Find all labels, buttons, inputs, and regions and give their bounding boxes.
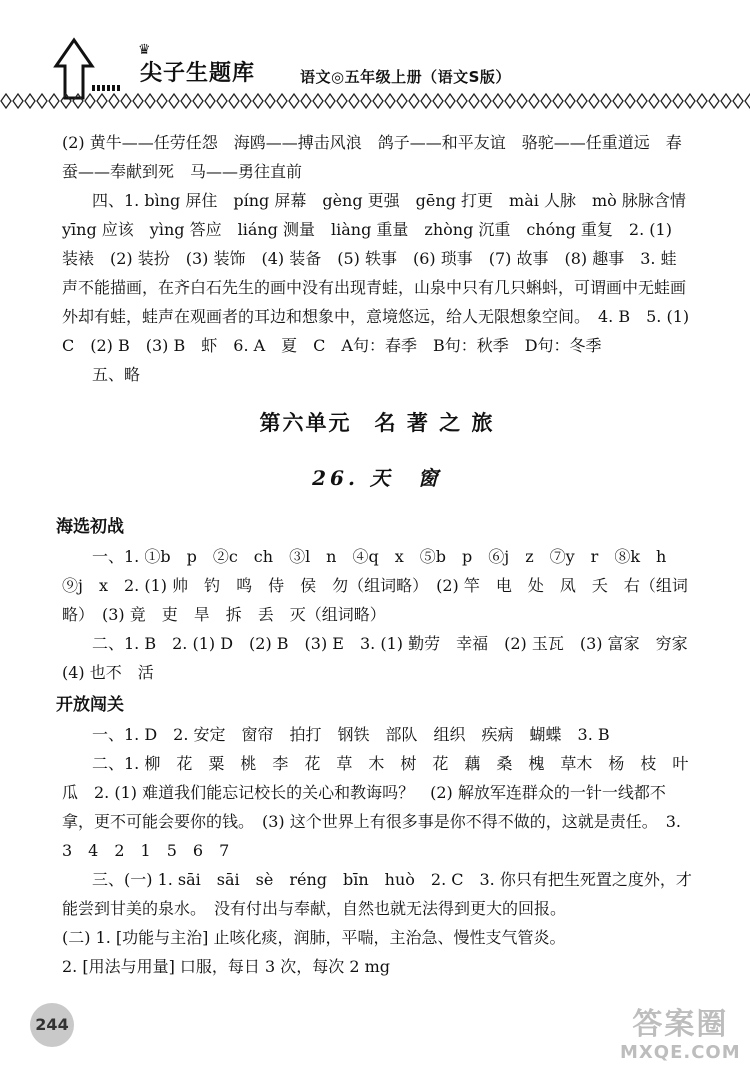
answer-content	[56, 128, 705, 981]
brand-title: 尖子生题库	[140, 61, 256, 86]
watermark	[620, 1008, 741, 1064]
book-subject: 语文◎五年级上册（语文S版）	[300, 68, 511, 86]
answer-line: 五、略	[92, 365, 141, 384]
arrow-logo-icon	[52, 36, 122, 100]
answer-paragraph: 四、1. bìng 屏住 píng 屏幕 gèng 更强 gēng 打更 mài 人脉 mò 脉脉含情 yīng 应该 yìng 答应 liáng 测量 liàng 重量 zhòng 沉重 chóng 重复 2. (1) 装裱 (2) 装扮 (3) 装饰 (4) 装备 (5) 轶事 (6) 琐事 (7) 故事 (8) 趣事 3. 蛙声不能描画，在齐白石先生的画中没有出现青蛙，山泉中只有几只蝌蚪，可谓画中无蛙画外却有蛙，蛙声在观画者的耳边和想象中，意境悠远，给人无限想象空间。 4. B 5. (1) C (2) B (3) B 虾 6. A 夏 C A句：春季 B句：秋季 D句：冬季	[62, 191, 702, 355]
unit-title: 第六单元 名 著 之 旅	[259, 411, 495, 435]
page-number: 244	[30, 1003, 74, 1047]
answer-paragraph: 2. [用法与用量] 口服，每日 3 次，每次 2 mg	[62, 957, 391, 976]
lesson-title: 26. 天 窗	[312, 466, 442, 490]
answer-paragraph: 一、1. D 2. 安定 窗帘 拍打 钢铁 部队 组织 疾病 蝴蝶 3. B	[92, 725, 610, 744]
answer-paragraph: 三、(一) 1. sāi sāi sè réng bīn huò 2. C 3. 你只有把生死置之度外，才能尝到甘美的泉水。 没有付出与奉献，自然也就无法得到更大的回报。	[62, 870, 692, 918]
section-heading: 海选初战	[56, 517, 124, 537]
answer-paragraph: 二、1. B 2. (1) D (2) B (3) E 3. (1) 勤劳 幸福 (2) 玉瓦 (3) 富家 穷家 (4) 也不 活	[62, 634, 704, 682]
section-heading: 开放闯关	[56, 695, 124, 715]
answer-paragraph: (二) 1. [功能与主治] 止咳化痰，润肺，平喘，主治急、慢性支气管炎。	[62, 928, 566, 947]
crown-icon: ♛	[138, 42, 151, 58]
answer-paragraph: 一、1. ①b p ②c ch ③l n ④q x ⑤b p ⑥j z ⑦y r ⑧k h ⑨j x 2. (1) 帅 钓 鸣 侍 侯 勿（组词略） (2) 竿 电 处 凤 夭 右（组词略） (3) 竟 吏 旱 拆 丢 灭（组词略）	[62, 547, 688, 624]
zigzag-divider	[0, 92, 750, 110]
watermark-url: MXQE.COM	[620, 1042, 741, 1063]
answer-paragraph: 二、1. 柳 花 粟 桃 李 花 草 木 树 花 藕 桑 槐 草木 杨 枝 叶 瓜 2. (1) 难道我们能忘记校长的关心和教诲吗？ (2) 解放军连群众的一针一线都不拿，更不可能会要你的钱。 (3) 这个世界上有很多事是你不得不做的，这就是责任。 3. 3 4 2 1 5 6 7	[62, 754, 705, 860]
answer-line: (2) 黄牛——任劳任怨 海鸥——搏击风浪 鸽子——和平友谊 骆驼——任重道远 春蚕——奉献到死 马——勇往直前	[62, 133, 682, 181]
watermark-logo: 答案圈	[632, 1007, 729, 1042]
page-header	[0, 0, 750, 118]
